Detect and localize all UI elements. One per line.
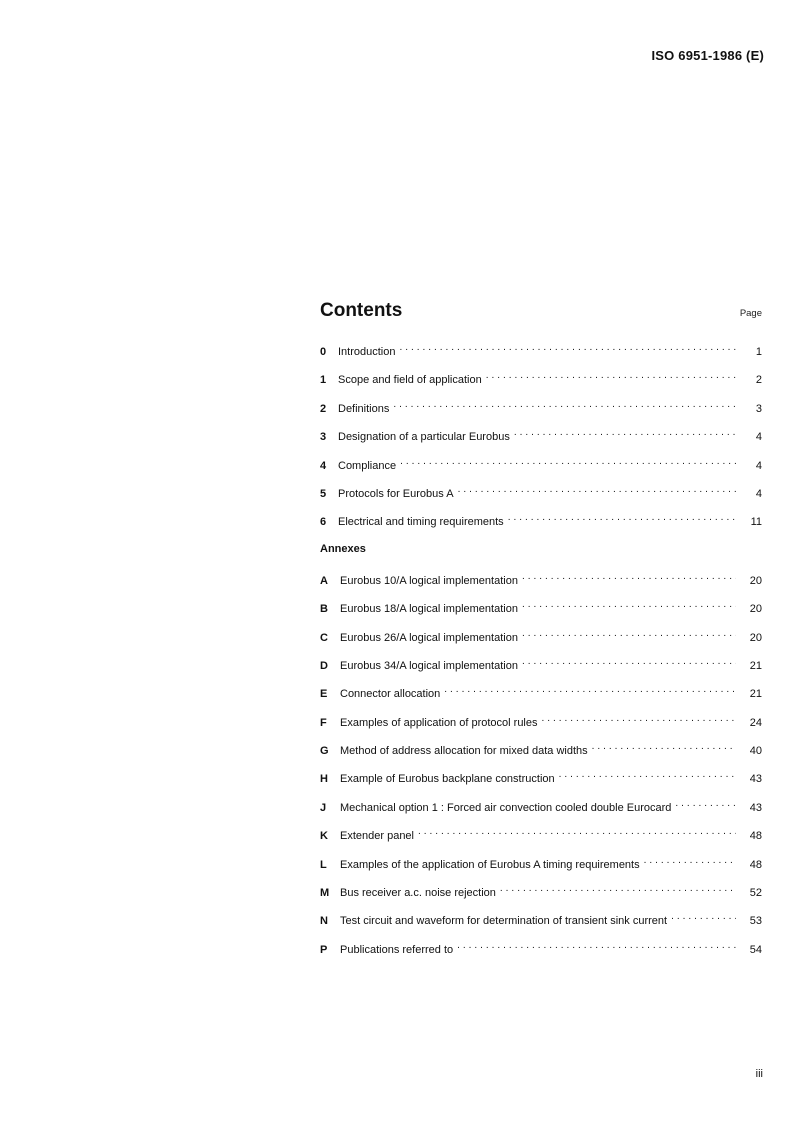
toc-entry <box>320 455 762 483</box>
entry-number: G <box>320 745 329 758</box>
entry-page: 43 <box>749 801 762 814</box>
page-column-label: Page <box>739 308 762 319</box>
entry-page: 11 <box>750 516 762 529</box>
document-id: ISO 6951-1986 (E) <box>651 48 764 63</box>
annex-entry <box>320 910 762 938</box>
entry-page: 21 <box>749 688 762 701</box>
dot-leader <box>644 854 736 868</box>
entry-number: D <box>320 659 328 672</box>
entry-title: Scope and field of application <box>338 374 482 387</box>
entry-page: 4 <box>755 459 762 472</box>
annex-entry <box>320 570 762 598</box>
dot-leader <box>522 655 736 669</box>
entry-page: 53 <box>749 915 762 928</box>
toc-entry <box>320 341 762 369</box>
entry-title: Example of Eurobus backplane construction <box>340 773 555 786</box>
contents-title: Contents <box>320 300 403 321</box>
page-number: iii <box>755 1068 763 1080</box>
entry-number: M <box>320 887 330 900</box>
entry-title: Eurobus 26/A logical implementation <box>340 631 518 644</box>
dot-leader <box>444 683 736 697</box>
entry-title: Extender panel <box>340 830 414 843</box>
annex-entry <box>320 627 762 655</box>
entry-page: 20 <box>749 631 762 644</box>
dot-leader <box>522 570 736 584</box>
entry-page: 20 <box>749 603 762 616</box>
entry-number: 6 <box>320 516 327 529</box>
annex-entry <box>320 768 762 796</box>
entry-number: 2 <box>320 402 327 415</box>
annex-entry <box>320 712 762 740</box>
dot-leader <box>508 511 736 525</box>
entry-number: 5 <box>320 487 327 500</box>
dot-leader <box>418 825 736 839</box>
entry-title: Definitions <box>338 402 390 415</box>
dot-leader <box>675 797 736 811</box>
annex-entry <box>320 854 762 882</box>
entry-page: 48 <box>749 858 762 871</box>
entry-page: 2 <box>755 374 762 387</box>
toc-entry <box>320 426 762 454</box>
toc-entry <box>320 398 762 426</box>
entry-title: Eurobus 10/A logical implementation <box>340 574 518 587</box>
entry-page: 20 <box>749 574 762 587</box>
entry-number: 3 <box>320 431 327 444</box>
annex-entry <box>320 683 762 711</box>
entry-title: Eurobus 18/A logical implementation <box>340 603 518 616</box>
toc-entry <box>320 483 762 511</box>
annex-entry <box>320 797 762 825</box>
annexes-heading: Annexes <box>320 542 366 555</box>
entry-title: Test circuit and waveform for determination of transient sink current <box>340 915 668 928</box>
contents-header <box>320 300 762 330</box>
entry-title: Protocols for Eurobus A <box>338 487 454 500</box>
entry-title: Connector allocation <box>340 688 441 701</box>
entry-title: Bus receiver a.c. noise rejection <box>340 887 496 900</box>
dot-leader <box>522 627 736 641</box>
dot-leader <box>400 455 736 469</box>
entry-page: 48 <box>749 830 762 843</box>
entry-title: Examples of application of protocol rules <box>340 716 538 729</box>
dot-leader <box>671 910 736 924</box>
entry-number: B <box>320 603 328 616</box>
entry-page: 24 <box>749 716 762 729</box>
clause-list <box>320 341 762 540</box>
annex-list <box>320 570 762 967</box>
annex-entry <box>320 939 762 967</box>
dot-leader <box>559 768 736 782</box>
entry-page: 1 <box>755 346 762 358</box>
dot-leader <box>399 341 736 355</box>
entry-page: 52 <box>749 887 762 900</box>
entry-title: Method of address allocation for mixed data widths <box>340 745 588 758</box>
entry-number: 4 <box>320 459 327 472</box>
entry-number: K <box>320 830 328 843</box>
entry-page: 40 <box>749 745 762 758</box>
entry-title: Electrical and timing requirements <box>338 516 504 529</box>
entry-page: 3 <box>755 402 762 415</box>
dot-leader <box>514 426 736 440</box>
annex-entry <box>320 598 762 626</box>
dot-leader <box>522 598 736 612</box>
entry-page: 54 <box>749 943 762 956</box>
entry-title: Introduction <box>338 346 396 358</box>
entry-number: J <box>320 801 327 814</box>
entry-title: Mechanical option 1 : Forced air convection cooled double Eurocard <box>340 801 672 814</box>
entry-number: 1 <box>320 374 327 387</box>
entry-page: 4 <box>755 431 762 444</box>
entry-title: Examples of the application of Eurobus A timing requirements <box>340 858 640 871</box>
toc-entry <box>320 511 762 539</box>
table-of-contents <box>320 300 762 967</box>
dot-leader <box>542 712 737 726</box>
entry-title: Compliance <box>338 459 397 472</box>
entry-page: 4 <box>755 487 762 500</box>
entry-number: L <box>320 858 327 871</box>
entry-page: 43 <box>749 773 762 786</box>
toc-entry <box>320 369 762 397</box>
entry-number: F <box>320 716 327 729</box>
dot-leader <box>393 398 736 412</box>
entry-title: Designation of a particular Eurobus <box>338 431 510 444</box>
entry-number: N <box>320 915 328 928</box>
dot-leader <box>592 740 736 754</box>
annex-entry <box>320 655 762 683</box>
annex-entry <box>320 882 762 910</box>
entry-number: H <box>320 773 328 786</box>
annex-entry <box>320 825 762 853</box>
entry-number: C <box>320 631 328 644</box>
entry-number: 0 <box>320 346 327 358</box>
dot-leader <box>486 369 736 383</box>
annex-entry <box>320 740 762 768</box>
entry-title: Publications referred to <box>340 943 454 956</box>
entry-number: P <box>320 943 328 956</box>
entry-number: A <box>320 574 328 587</box>
entry-title: Eurobus 34/A logical implementation <box>340 659 518 672</box>
dot-leader <box>458 483 736 497</box>
dot-leader <box>500 882 736 896</box>
entry-number: E <box>320 688 328 701</box>
dot-leader <box>457 939 736 953</box>
entry-page: 21 <box>749 659 762 672</box>
